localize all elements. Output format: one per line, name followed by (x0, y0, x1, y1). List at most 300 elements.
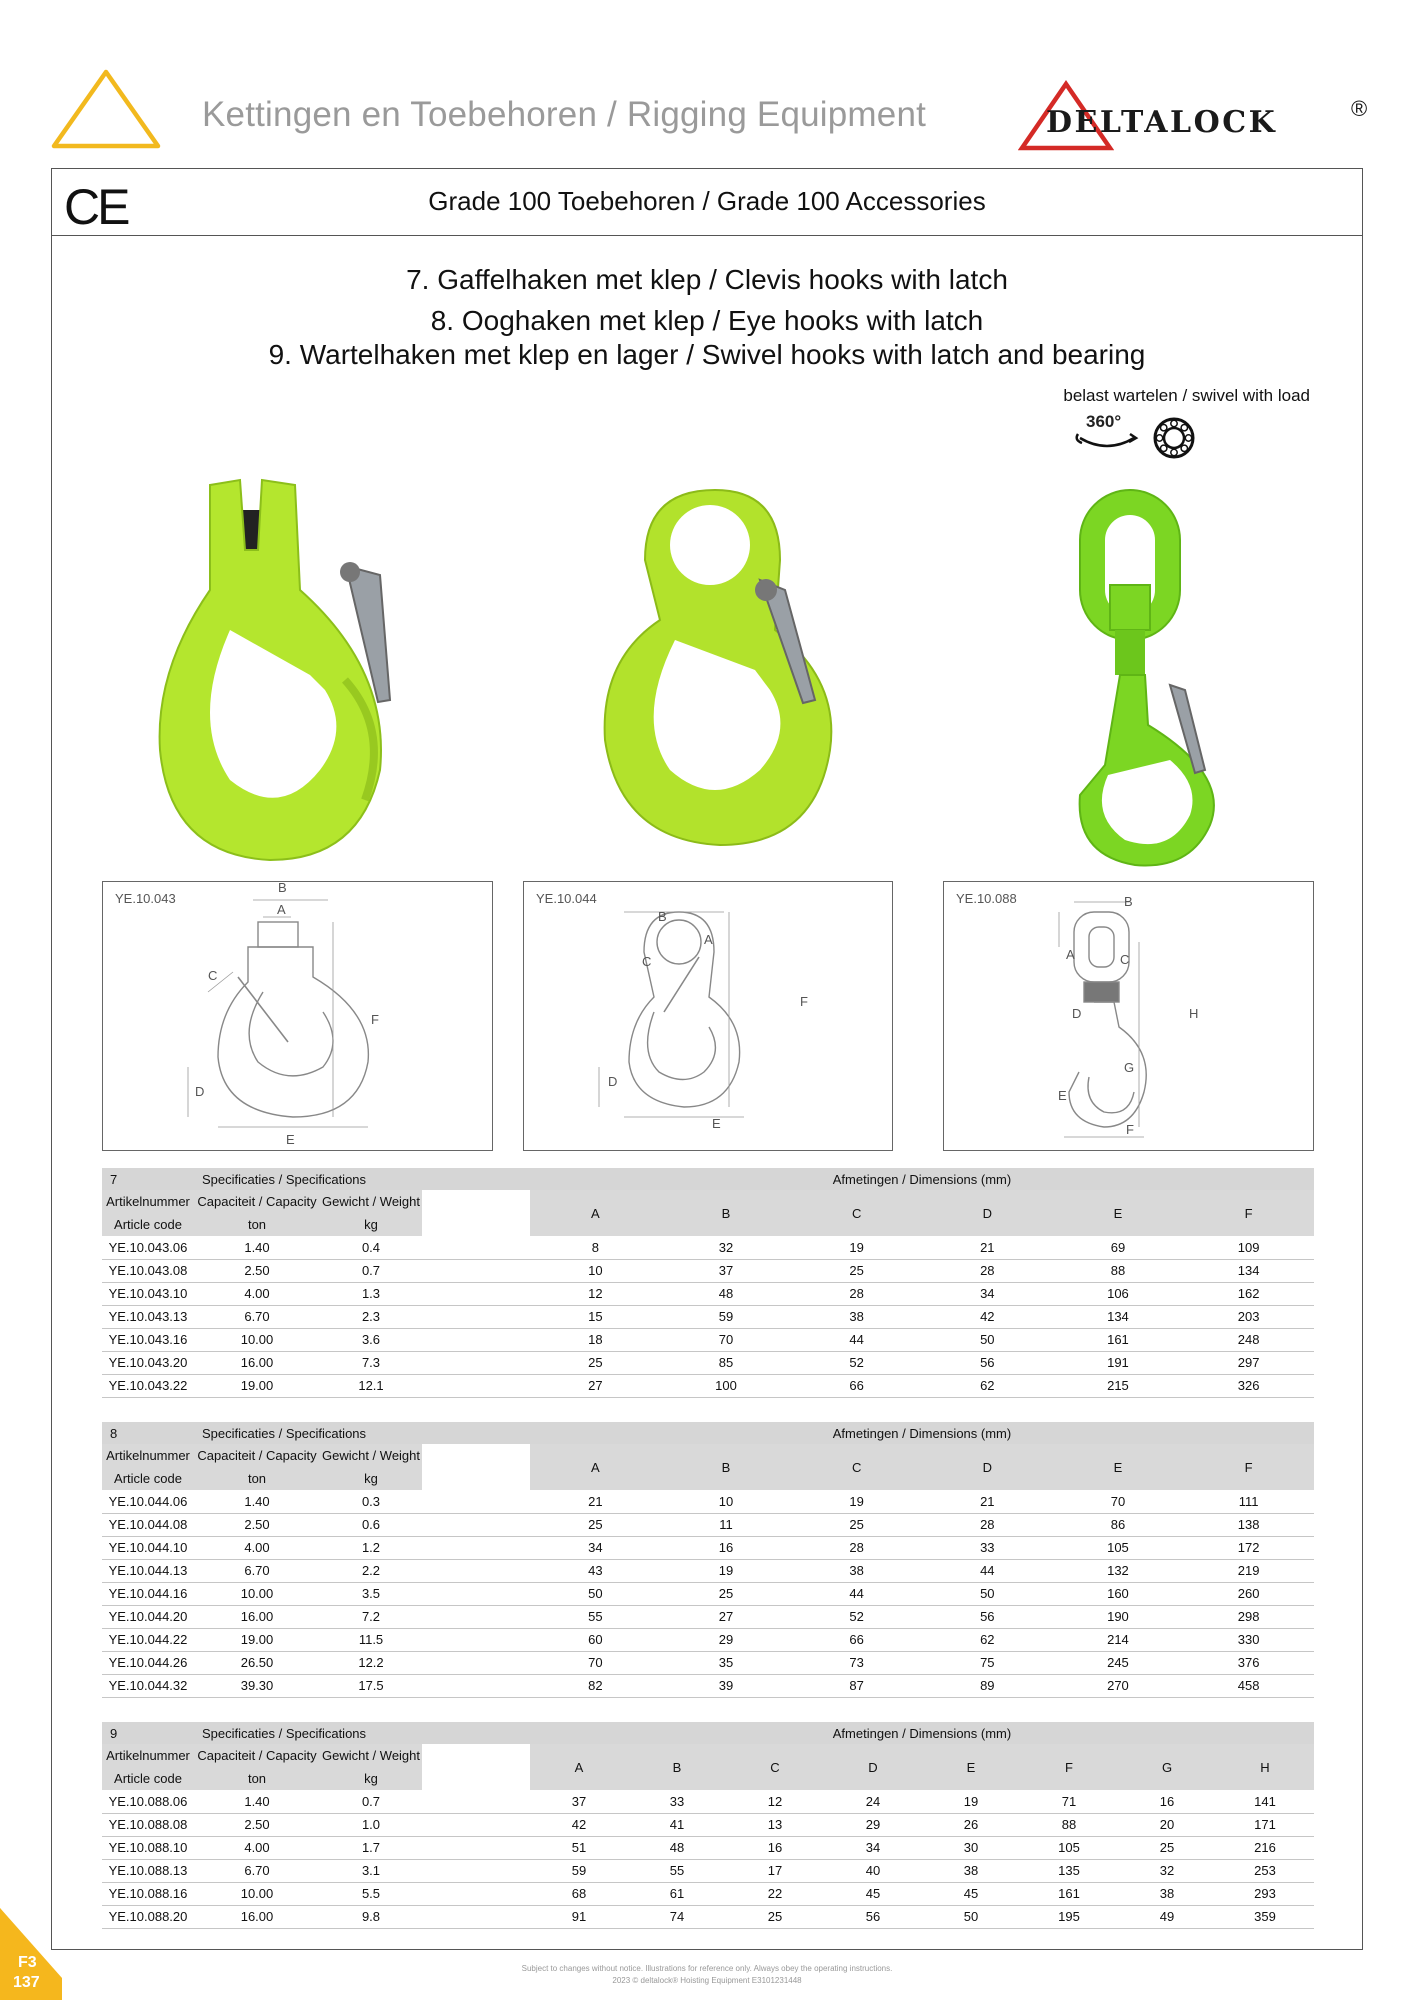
cell-dim-A: 60 (530, 1628, 661, 1651)
table-row (102, 1582, 1314, 1605)
cell-dim-F: 109 (1183, 1236, 1314, 1259)
cell-dim-D: 28 (922, 1259, 1053, 1282)
cell-gap (422, 1328, 530, 1351)
cell-dim-A: 91 (530, 1905, 628, 1928)
cell-dim-E: 70 (1053, 1490, 1184, 1513)
cell-dim-C: 44 (791, 1328, 922, 1351)
triangle-logo-icon (50, 68, 162, 150)
cell-article-code: YE.10.088.06 (102, 1790, 194, 1813)
cell-capacity: 4.00 (194, 1282, 320, 1305)
swivel-note: belast wartelen / swivel with load (1063, 386, 1310, 405)
brand-registered-mark: ® (1351, 96, 1368, 121)
cell-weight: 12.2 (320, 1651, 422, 1674)
cell-dim-D: 62 (922, 1374, 1053, 1397)
dim-label-C: C (642, 954, 652, 969)
col-dim-D: D (922, 1444, 1053, 1490)
cell-dim-G: 32 (1118, 1859, 1216, 1882)
cell-dim-A: 55 (530, 1605, 661, 1628)
bearing-icon (1152, 416, 1196, 460)
cell-dim-H: 141 (1216, 1790, 1314, 1813)
footer-copyright: 2023 © deltalock® Hoisting Equipment E3101231448 (612, 1976, 802, 1985)
table-row (102, 1490, 1314, 1513)
footer-disclaimer: Subject to changes without notice. Illustrations for reference only. Always obey the operating instructions. (521, 1964, 893, 1973)
table-header-row (102, 1422, 1314, 1444)
cell-dim-E: 88 (1053, 1259, 1184, 1282)
ce-mark: CE (64, 179, 128, 235)
dim-label-E: E (712, 1116, 721, 1131)
cell-dim-B: 32 (661, 1236, 792, 1259)
cell-capacity: 6.70 (194, 1859, 320, 1882)
cell-gap (422, 1836, 530, 1859)
dim-label-F: F (800, 994, 808, 1009)
cell-capacity: 1.40 (194, 1490, 320, 1513)
cell-dim-H: 253 (1216, 1859, 1314, 1882)
cell-dim-C: 17 (726, 1859, 824, 1882)
cell-article-code: YE.10.044.10 (102, 1536, 194, 1559)
table-row (102, 1836, 1314, 1859)
footer (0, 1963, 1414, 1987)
col-article-number: Artikelnummer (102, 1744, 194, 1767)
cell-dim-F: 135 (1020, 1859, 1118, 1882)
cell-gap (422, 1582, 530, 1605)
cell-dim-G: 25 (1118, 1836, 1216, 1859)
cell-dim-F: 134 (1183, 1259, 1314, 1282)
cell-dim-F: 298 (1183, 1605, 1314, 1628)
spec-table-7 (102, 1168, 1314, 1398)
table-number: 7 (102, 1168, 194, 1190)
cell-dim-D: 56 (922, 1351, 1053, 1374)
cell-dim-C: 19 (791, 1490, 922, 1513)
cell-article-code: YE.10.088.08 (102, 1813, 194, 1836)
cell-gap (422, 1490, 530, 1513)
cell-dim-C: 44 (791, 1582, 922, 1605)
cell-dim-C: 66 (791, 1374, 922, 1397)
col-weight-unit: kg (320, 1467, 422, 1490)
cell-dim-A: 70 (530, 1651, 661, 1674)
section-title: Grade 100 Toebehoren / Grade 100 Accessories (428, 186, 986, 216)
col-dim-D: D (922, 1190, 1053, 1236)
cell-gap (422, 1536, 530, 1559)
cell-capacity: 39.30 (194, 1674, 320, 1697)
cell-capacity: 10.00 (194, 1328, 320, 1351)
cell-dim-A: 50 (530, 1582, 661, 1605)
cell-dim-F: 71 (1020, 1790, 1118, 1813)
cell-dim-G: 38 (1118, 1882, 1216, 1905)
cell-dim-B: 59 (661, 1305, 792, 1328)
col-dim-F: F (1183, 1444, 1314, 1490)
cell-dim-F: 297 (1183, 1351, 1314, 1374)
cell-dim-C: 25 (791, 1513, 922, 1536)
cell-gap (422, 1882, 530, 1905)
cell-dim-F: 195 (1020, 1905, 1118, 1928)
header-gap (422, 1744, 530, 1767)
cell-dim-C: 52 (791, 1351, 922, 1374)
cell-gap (422, 1236, 530, 1259)
cell-dim-D: 28 (922, 1513, 1053, 1536)
cell-dim-C: 38 (791, 1305, 922, 1328)
diagram-box-8 (523, 881, 893, 1151)
cell-capacity: 16.00 (194, 1605, 320, 1628)
cell-dim-B: 48 (661, 1282, 792, 1305)
cell-article-code: YE.10.043.13 (102, 1305, 194, 1328)
cell-dim-E: 38 (922, 1859, 1020, 1882)
cell-gap (422, 1374, 530, 1397)
cell-dim-A: 8 (530, 1236, 661, 1259)
cell-dim-C: 73 (791, 1651, 922, 1674)
header-title: Kettingen en Toebehoren / Rigging Equipment (202, 95, 927, 134)
cell-dim-D: 34 (824, 1836, 922, 1859)
cell-dim-C: 66 (791, 1628, 922, 1651)
cell-gap (422, 1351, 530, 1374)
cell-dim-B: 100 (661, 1374, 792, 1397)
col-dim-H: H (1216, 1744, 1314, 1790)
col-dim-C: C (726, 1744, 824, 1790)
cell-dim-B: 16 (661, 1536, 792, 1559)
cell-weight: 0.3 (320, 1490, 422, 1513)
cell-weight: 3.6 (320, 1328, 422, 1351)
dim-label-E: E (286, 1132, 295, 1147)
cell-weight: 9.8 (320, 1905, 422, 1928)
cell-capacity: 4.00 (194, 1836, 320, 1859)
table-row (102, 1328, 1314, 1351)
cell-weight: 1.7 (320, 1836, 422, 1859)
cell-dim-C: 16 (726, 1836, 824, 1859)
col-dim-E: E (922, 1744, 1020, 1790)
cell-dim-F: 162 (1183, 1282, 1314, 1305)
cell-capacity: 6.70 (194, 1305, 320, 1328)
col-capacity-unit: ton (194, 1213, 320, 1236)
col-capacity-unit: ton (194, 1767, 320, 1790)
cell-article-code: YE.10.044.32 (102, 1674, 194, 1697)
cell-weight: 2.3 (320, 1305, 422, 1328)
col-capacity-unit: ton (194, 1467, 320, 1490)
page-number: 137 (13, 1974, 40, 1991)
table-row (102, 1536, 1314, 1559)
diagram-box-9 (943, 881, 1314, 1151)
table-number: 9 (102, 1722, 194, 1744)
table-row (102, 1859, 1314, 1882)
cell-weight: 12.1 (320, 1374, 422, 1397)
cell-dim-E: 50 (922, 1905, 1020, 1928)
col-article-number: Artikelnummer (102, 1444, 194, 1467)
table-row (102, 1674, 1314, 1697)
cell-gap (422, 1674, 530, 1697)
table-header-row (102, 1190, 1314, 1213)
table-header-row (102, 1444, 1314, 1467)
cell-dim-H: 293 (1216, 1882, 1314, 1905)
cell-dim-B: 11 (661, 1513, 792, 1536)
cell-dim-B: 55 (628, 1859, 726, 1882)
product-title-7: 7. Gaffelhaken met klep / Clevis hooks with latch (406, 264, 1008, 295)
spec-header: Specificaties / Specifications (194, 1722, 530, 1744)
cell-weight: 7.2 (320, 1605, 422, 1628)
cell-capacity: 2.50 (194, 1813, 320, 1836)
eye-hook-photo (590, 480, 850, 860)
cell-dim-D: 33 (922, 1536, 1053, 1559)
col-dim-D: D (824, 1744, 922, 1790)
dim-header: Afmetingen / Dimensions (mm) (530, 1722, 1314, 1744)
brand-name: DELTALOCK (1046, 105, 1278, 140)
cell-article-code: YE.10.044.26 (102, 1651, 194, 1674)
cell-dim-A: 10 (530, 1259, 661, 1282)
cell-dim-B: 10 (661, 1490, 792, 1513)
col-weight: Gewicht / Weight (320, 1190, 422, 1213)
cell-dim-C: 52 (791, 1605, 922, 1628)
cell-capacity: 26.50 (194, 1651, 320, 1674)
cell-capacity: 19.00 (194, 1628, 320, 1651)
cell-dim-E: 69 (1053, 1236, 1184, 1259)
cell-dim-C: 28 (791, 1536, 922, 1559)
header-gap (422, 1444, 530, 1467)
table-row (102, 1559, 1314, 1582)
cell-weight: 1.2 (320, 1536, 422, 1559)
dim-label-D: D (608, 1074, 618, 1089)
dim-label-D: D (195, 1084, 205, 1099)
cell-dim-F: 248 (1183, 1328, 1314, 1351)
cell-dim-E: 19 (922, 1790, 1020, 1813)
cell-weight: 1.0 (320, 1813, 422, 1836)
swivel-degrees: 360° (1086, 412, 1122, 431)
col-dim-F: F (1183, 1190, 1314, 1236)
table-row (102, 1813, 1314, 1836)
header-gap (422, 1213, 530, 1236)
cell-dim-C: 19 (791, 1236, 922, 1259)
col-weight-unit: kg (320, 1767, 422, 1790)
cell-dim-C: 25 (791, 1259, 922, 1282)
cell-dim-E: 160 (1053, 1582, 1184, 1605)
dim-label-C: C (208, 968, 218, 983)
cell-article-code: YE.10.088.20 (102, 1905, 194, 1928)
cell-capacity: 10.00 (194, 1882, 320, 1905)
cell-dim-B: 35 (661, 1651, 792, 1674)
cell-dim-B: 19 (661, 1559, 792, 1582)
cell-dim-B: 41 (628, 1813, 726, 1836)
cell-gap (422, 1905, 530, 1928)
dim-header: Afmetingen / Dimensions (mm) (530, 1422, 1314, 1444)
page-section: F3 (18, 1954, 37, 1971)
diagram-box-7 (102, 881, 493, 1151)
cell-dim-C: 12 (726, 1790, 824, 1813)
cell-gap (422, 1651, 530, 1674)
dim-label-D: D (1072, 1006, 1082, 1021)
table-row (102, 1259, 1314, 1282)
cell-dim-E: 245 (1053, 1651, 1184, 1674)
table-row (102, 1351, 1314, 1374)
diagram-code-9: YE.10.088 (956, 891, 1017, 906)
cell-gap (422, 1559, 530, 1582)
dim-label-G: G (1124, 1060, 1135, 1075)
dim-label-A: A (277, 902, 286, 917)
cell-dim-D: 89 (922, 1674, 1053, 1697)
table-header-row (102, 1722, 1314, 1744)
table-header-row (102, 1744, 1314, 1767)
cell-dim-F: 138 (1183, 1513, 1314, 1536)
cell-dim-A: 25 (530, 1351, 661, 1374)
eye-hook-drawing (584, 882, 864, 1150)
product-title-8: 8. Ooghaken met klep / Eye hooks with latch (430, 305, 984, 336)
table-row (102, 1374, 1314, 1397)
cell-capacity: 6.70 (194, 1559, 320, 1582)
dim-label-E: E (1058, 1088, 1067, 1103)
cell-dim-G: 49 (1118, 1905, 1216, 1928)
cell-dim-E: 215 (1053, 1374, 1184, 1397)
cell-dim-D: 40 (824, 1859, 922, 1882)
col-weight-unit: kg (320, 1213, 422, 1236)
cell-dim-A: 27 (530, 1374, 661, 1397)
col-dim-G: G (1118, 1744, 1216, 1790)
swivel-hook-photo (1060, 475, 1240, 875)
cell-dim-B: 85 (661, 1351, 792, 1374)
cell-dim-G: 16 (1118, 1790, 1216, 1813)
swivel-360-icon (1072, 412, 1142, 452)
cell-dim-A: 12 (530, 1282, 661, 1305)
cell-capacity: 16.00 (194, 1351, 320, 1374)
cell-dim-E: 214 (1053, 1628, 1184, 1651)
col-article-code: Article code (102, 1467, 194, 1490)
cell-dim-E: 270 (1053, 1674, 1184, 1697)
cell-gap (422, 1813, 530, 1836)
cell-gap (422, 1628, 530, 1651)
cell-dim-D: 56 (922, 1605, 1053, 1628)
header-gap (422, 1190, 530, 1213)
col-article-code: Article code (102, 1213, 194, 1236)
cell-gap (422, 1513, 530, 1536)
table-number: 8 (102, 1422, 194, 1444)
cell-dim-F: 172 (1183, 1536, 1314, 1559)
cell-dim-F: 203 (1183, 1305, 1314, 1328)
spec-header: Specificaties / Specifications (194, 1422, 530, 1444)
diagram-code-8: YE.10.044 (536, 891, 597, 906)
cell-capacity: 4.00 (194, 1536, 320, 1559)
cell-article-code: YE.10.044.06 (102, 1490, 194, 1513)
cell-dim-B: 39 (661, 1674, 792, 1697)
cell-weight: 11.5 (320, 1628, 422, 1651)
cell-dim-E: 45 (922, 1882, 1020, 1905)
col-dim-C: C (791, 1444, 922, 1490)
cell-dim-E: 106 (1053, 1282, 1184, 1305)
cell-article-code: YE.10.043.06 (102, 1236, 194, 1259)
clevis-hook-photo (150, 470, 420, 870)
cell-dim-A: 82 (530, 1674, 661, 1697)
cell-article-code: YE.10.043.22 (102, 1374, 194, 1397)
cell-dim-F: 105 (1020, 1836, 1118, 1859)
dim-label-B: B (658, 909, 667, 924)
col-dim-B: B (628, 1744, 726, 1790)
cell-article-code: YE.10.043.08 (102, 1259, 194, 1282)
cell-dim-H: 359 (1216, 1905, 1314, 1928)
cell-dim-E: 86 (1053, 1513, 1184, 1536)
cell-dim-B: 61 (628, 1882, 726, 1905)
cell-dim-D: 21 (922, 1490, 1053, 1513)
cell-dim-D: 44 (922, 1559, 1053, 1582)
cell-article-code: YE.10.088.16 (102, 1882, 194, 1905)
dim-label-B: B (278, 880, 287, 895)
cell-dim-E: 132 (1053, 1559, 1184, 1582)
cell-capacity: 1.40 (194, 1236, 320, 1259)
col-dim-E: E (1053, 1190, 1184, 1236)
cell-article-code: YE.10.043.10 (102, 1282, 194, 1305)
cell-gap (422, 1790, 530, 1813)
deltalock-logo (1018, 80, 1380, 152)
col-dim-A: A (530, 1744, 628, 1790)
cell-weight: 1.3 (320, 1282, 422, 1305)
table-row (102, 1282, 1314, 1305)
header-gap (422, 1467, 530, 1490)
cell-gap (422, 1859, 530, 1882)
dim-label-C: C (1120, 952, 1130, 967)
cell-article-code: YE.10.044.16 (102, 1582, 194, 1605)
col-dim-B: B (661, 1190, 792, 1236)
cell-dim-A: 34 (530, 1536, 661, 1559)
cell-weight: 0.4 (320, 1236, 422, 1259)
cell-dim-H: 216 (1216, 1836, 1314, 1859)
cell-dim-B: 25 (661, 1582, 792, 1605)
cell-dim-F: 326 (1183, 1374, 1314, 1397)
table-row (102, 1790, 1314, 1813)
spec-table-9 (102, 1722, 1314, 1929)
cell-dim-A: 51 (530, 1836, 628, 1859)
cell-article-code: YE.10.044.08 (102, 1513, 194, 1536)
cell-weight: 2.2 (320, 1559, 422, 1582)
cell-dim-F: 219 (1183, 1559, 1314, 1582)
table-row (102, 1513, 1314, 1536)
col-dim-E: E (1053, 1444, 1184, 1490)
diagram-code-7: YE.10.043 (115, 891, 176, 906)
col-dim-A: A (530, 1444, 661, 1490)
table-row (102, 1651, 1314, 1674)
cell-dim-A: 59 (530, 1859, 628, 1882)
dim-label-F: F (371, 1012, 379, 1027)
cell-article-code: YE.10.043.20 (102, 1351, 194, 1374)
dim-label-B: B (1124, 894, 1133, 909)
product-title-9: 9. Wartelhaken met klep en lager / Swivel hooks with latch and bearing (268, 339, 1146, 370)
cell-dim-H: 171 (1216, 1813, 1314, 1836)
cell-weight: 7.3 (320, 1351, 422, 1374)
cell-dim-A: 43 (530, 1559, 661, 1582)
cell-dim-B: 70 (661, 1328, 792, 1351)
cell-article-code: YE.10.088.13 (102, 1859, 194, 1882)
cell-dim-E: 30 (922, 1836, 1020, 1859)
cell-weight: 0.7 (320, 1259, 422, 1282)
cell-gap (422, 1305, 530, 1328)
cell-capacity: 2.50 (194, 1513, 320, 1536)
col-article-code: Article code (102, 1767, 194, 1790)
cell-weight: 5.5 (320, 1882, 422, 1905)
cell-gap (422, 1259, 530, 1282)
cell-dim-A: 15 (530, 1305, 661, 1328)
cell-dim-A: 25 (530, 1513, 661, 1536)
cell-dim-F: 161 (1020, 1882, 1118, 1905)
cell-dim-C: 25 (726, 1905, 824, 1928)
table-row (102, 1305, 1314, 1328)
cell-gap (422, 1605, 530, 1628)
dim-label-F: F (1126, 1122, 1134, 1137)
cell-dim-A: 21 (530, 1490, 661, 1513)
cell-dim-B: 37 (661, 1259, 792, 1282)
cell-dim-B: 33 (628, 1790, 726, 1813)
header-gap (422, 1767, 530, 1790)
cell-gap (422, 1282, 530, 1305)
cell-dim-D: 24 (824, 1790, 922, 1813)
cell-capacity: 2.50 (194, 1259, 320, 1282)
cell-article-code: YE.10.088.10 (102, 1836, 194, 1859)
cell-weight: 3.5 (320, 1582, 422, 1605)
cell-weight: 0.6 (320, 1513, 422, 1536)
cell-dim-B: 29 (661, 1628, 792, 1651)
table-row (102, 1905, 1314, 1928)
cell-dim-D: 45 (824, 1882, 922, 1905)
cell-dim-A: 68 (530, 1882, 628, 1905)
